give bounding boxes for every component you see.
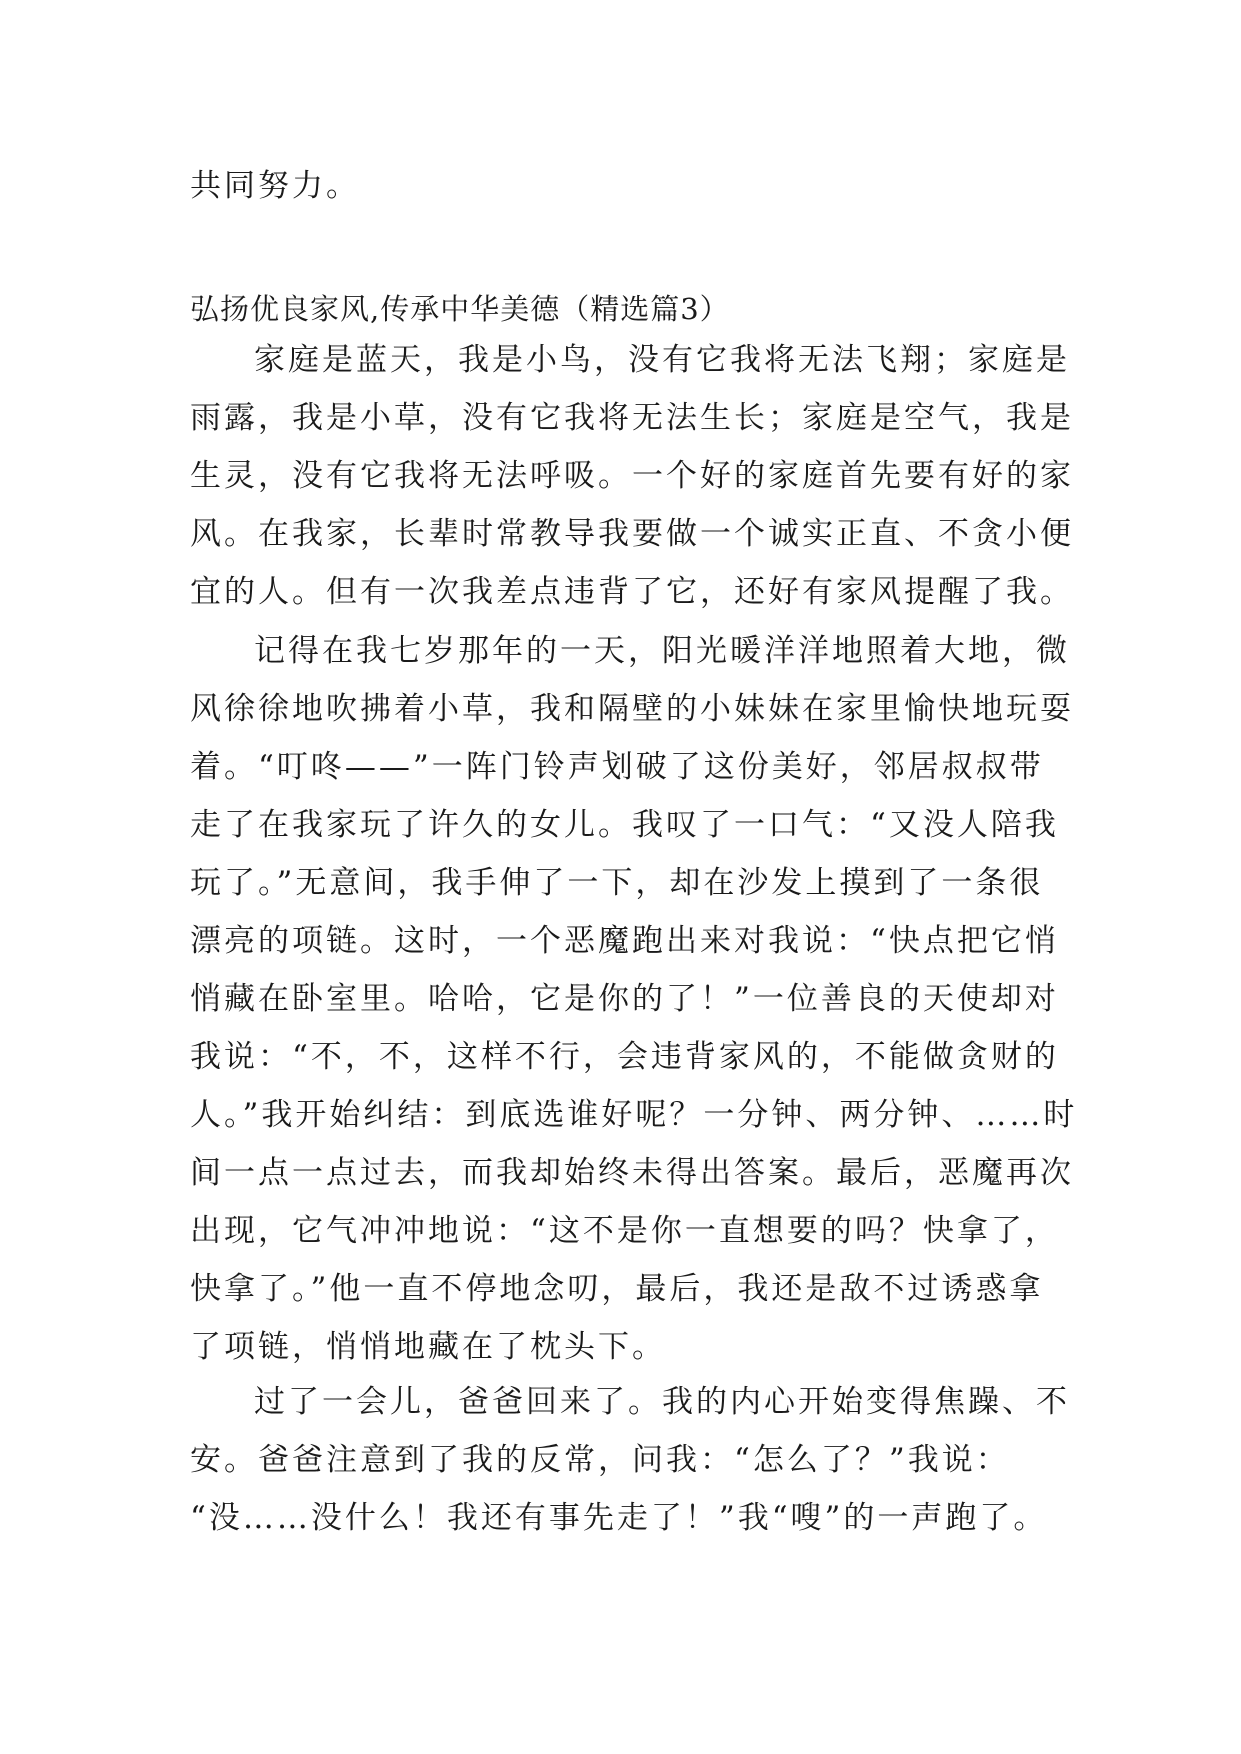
text-line: 生灵，没有它我将无法呼吸。一个好的家庭首先要有好的家: [190, 458, 1074, 494]
text-line: 风徐徐地吹拂着小草，我和隔壁的小妹妹在家里愉快地玩耍: [190, 691, 1074, 727]
text-line: 着。“叮咚——”一阵门铃声划破了这份美好，邻居叔叔带: [190, 749, 1044, 785]
text-line: “没……没什么！我还有事先走了！”我“嗖”的一声跑了。: [190, 1500, 1048, 1536]
text-line: 记得在我七岁那年的一天，阳光暖洋洋地照着大地，微: [254, 633, 1070, 669]
text-line: 了项链，悄悄地藏在了枕头下。: [190, 1329, 666, 1365]
text-line: 漂亮的项链。这时，一个恶魔跑出来对我说：“快点把它悄: [190, 923, 1059, 959]
text-line: 快拿了。”他一直不停地念叨，最后，我还是敌不过诱惑拿: [190, 1271, 1044, 1307]
text-line: 我说：“不，不，这样不行，会违背家风的，不能做贪财的: [190, 1039, 1059, 1075]
text-line: 共同努力。: [190, 168, 360, 204]
text-line: 走了在我家玩了许久的女儿。我叹了一口气：“又没人陪我: [190, 807, 1059, 843]
text-line: 间一点一点过去，而我却始终未得出答案。最后，恶魔再次: [190, 1155, 1074, 1191]
text-line: 安。爸爸注意到了我的反常，问我：“怎么了？”我说：: [190, 1442, 1010, 1478]
paragraph-2: [190, 622, 1078, 1376]
paragraph-3: [190, 1373, 1070, 1547]
text-line: 家庭是蓝天，我是小鸟，没有它我将无法飞翔；家庭是: [254, 342, 1070, 378]
text-line: 雨露，我是小草，没有它我将无法生长；家庭是空气，我是: [190, 400, 1074, 436]
text-line: 宜的人。但有一次我差点违背了它，还好有家风提醒了我。: [190, 574, 1074, 610]
paragraph-1: [190, 331, 1074, 621]
text-line: 悄藏在卧室里。哈哈，它是你的了！”一位善良的天使却对: [190, 981, 1059, 1017]
text-line: 风。在我家，长辈时常教导我要做一个诚实正直、不贪小便: [190, 516, 1074, 552]
heading-text: 弘扬优良家风,传承中华美德（精选篇3）: [190, 292, 730, 326]
section-heading: [190, 280, 1060, 338]
text-line: 过了一会儿，爸爸回来了。我的内心开始变得焦躁、不: [254, 1384, 1070, 1420]
lead-text: [190, 157, 1060, 215]
text-line: 玩了。”无意间，我手伸了一下，却在沙发上摸到了一条很: [190, 865, 1044, 901]
text-line: 出现，它气冲冲地说：“这不是你一直想要的吗？快拿了，: [190, 1213, 1059, 1249]
text-line: 人。”我开始纠结：到底选谁好呢？一分钟、两分钟、……时: [190, 1097, 1078, 1133]
